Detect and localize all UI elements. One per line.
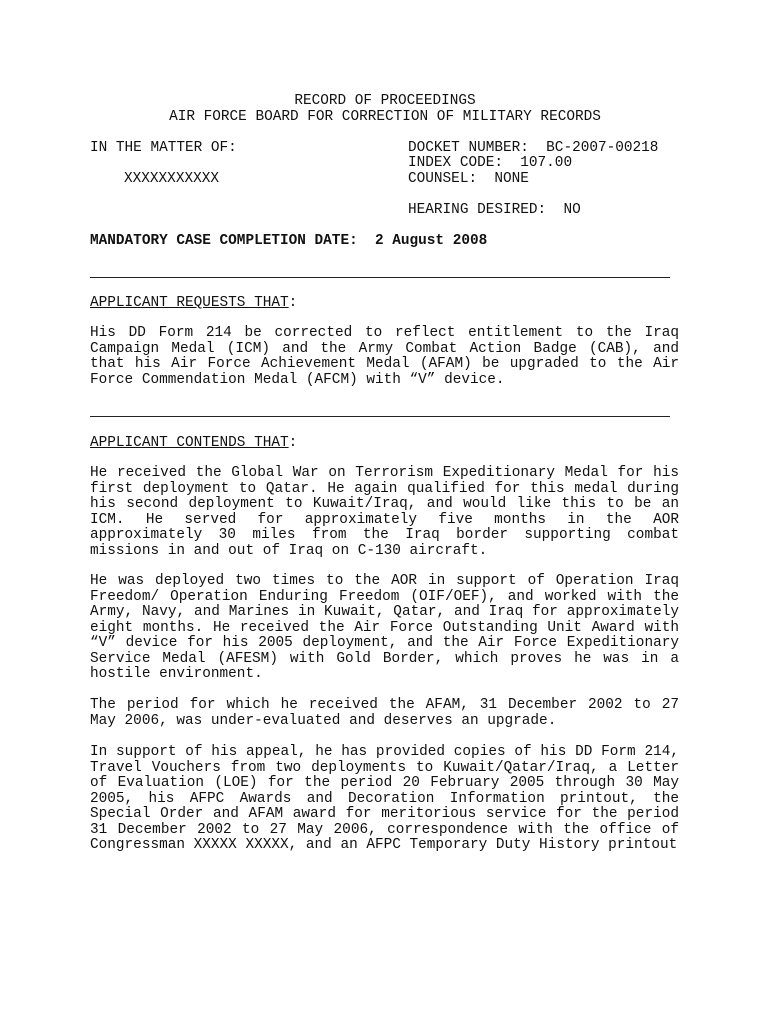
- hearing-desired: HEARING DESIRED: NO: [408, 202, 581, 218]
- board-name: AIR FORCE BOARD FOR CORRECTION OF MILITARY RECORDS: [169, 109, 601, 125]
- index-code: INDEX CODE: 107.00: [408, 155, 573, 171]
- contends-heading: [90, 435, 297, 451]
- requests-paragraph: His DD Form 214 be corrected to reflect entitlement to the Iraq Campaign Medal (ICM) and the Army Combat Action Badge (CAB), and that his Air Force Achievement Medal (AFAM) be upgraded to the Air Force Commendation Medal (AFCM) with “V” device.: [90, 325, 679, 388]
- completion-date: MANDATORY CASE COMPLETION DATE: 2 August 2008: [90, 233, 488, 249]
- docket-number: DOCKET NUMBER: BC-2007-00218: [408, 140, 659, 156]
- section-divider: [90, 416, 670, 417]
- contends-heading-colon: :: [288, 435, 298, 451]
- requests-heading-text: APPLICANT REQUESTS THAT: [90, 295, 289, 311]
- section-divider: [90, 277, 670, 278]
- document-title: RECORD OF PROCEEDINGS: [294, 93, 476, 109]
- counsel: COUNSEL: NONE: [408, 171, 529, 187]
- applicant-name: XXXXXXXXXXX: [124, 171, 219, 187]
- requests-heading: [90, 295, 297, 311]
- matter-label: IN THE MATTER OF:: [90, 140, 237, 156]
- contends-heading-text: APPLICANT CONTENDS THAT: [90, 435, 289, 451]
- requests-heading-colon: :: [288, 295, 298, 311]
- contends-paragraph: The period for which he received the AFAM, 31 December 2002 to 27 May 2006, was under-evaluated and deserves an upgrade.: [90, 697, 679, 729]
- contends-paragraph: In support of his appeal, he has provided copies of his DD Form 214, Travel Vouchers from two deployments to Kuwait/Qatar/Iraq, a Letter of Evaluation (LOE) for the period 20 February 2005 through 30 May 2005, his AFPC Awards and Decoration Information printout, the Special Order and AFAM award for meritorious service for the period 31 December 2002 to 27 May 2006, correspondence with the office of Congressman XXXXX XXXXX, and an AFPC Temporary Duty History printout: [90, 744, 679, 853]
- contends-paragraph: He was deployed two times to the AOR in support of Operation Iraq Freedom/ Operation Enduring Freedom (OIF/OEF), and worked with the Army, Navy, and Marines in Kuwait, Qatar, and Iraq for approximately eight months. He received the Air Force Outstanding Unit Award with “V” device for his 2005 deployment, and the Air Force Expeditionary Service Medal (AFESM) with Gold Border, which proves he was in a hostile environment.: [90, 573, 679, 682]
- contends-paragraph: He received the Global War on Terrorism Expeditionary Medal for his first deployment to Qatar. He again qualified for this medal during his second deployment to Kuwait/Iraq, and would like this to be an ICM. He served for approximately five months in the AOR approximately 30 miles from the Iraq border supporting combat missions in and out of Iraq on C-130 aircraft.: [90, 465, 679, 559]
